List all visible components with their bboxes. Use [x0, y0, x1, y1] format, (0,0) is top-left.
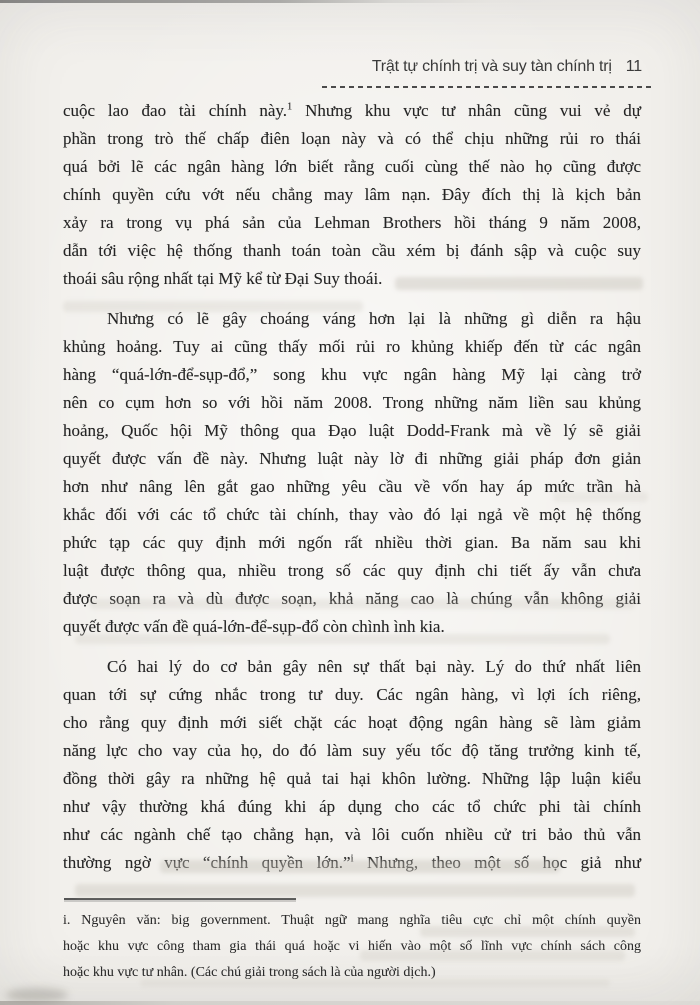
footnote	[63, 908, 641, 986]
scan-edge-artifact-top	[0, 0, 700, 3]
bleedthrough-smudge	[360, 950, 625, 961]
bleedthrough-smudge	[553, 492, 648, 502]
text-line: hàng “quá-lớn-để-sụp-đổ,” song khu vực ngân hàng Mỹ lại càng trở	[63, 365, 641, 384]
text-line: luật được thông qua, nhiều trong số các quy định chi tiết ấy vẫn chưa	[63, 561, 641, 580]
footnote-ref-1: 1	[287, 101, 293, 113]
bleedthrough-smudge	[420, 926, 635, 937]
text-line: quá bởi lẽ các ngân hàng lớn biết rằng cuối cùng thế nào họ cũng được	[63, 157, 641, 176]
text-line: thoái sâu rộng nhất tại Mỹ kể từ Đại Suy thoái.	[63, 269, 383, 288]
text-line: cho rằng quy định mới siết chặt các hoạt động ngân hàng sẽ làm giảm	[63, 713, 641, 732]
text-line: được soạn ra và dù được soạn, khả năng cao là chúng vẫn không giải	[63, 589, 641, 608]
footnote-line: hoặc khu vực tư nhân. (Các chú giải trong sách là của người dịch.)	[63, 965, 436, 980]
text-line: nên co cụm hơn so với hồi năm 2008. Trong những năm liền sau khủng	[63, 393, 641, 412]
text-segment: Nhưng khu vực tư nhân cũng vui vẻ dự	[292, 101, 641, 120]
text-line: phức tạp các quy định mới ngốn rất nhiều thời gian. Ba năm sau khi	[63, 533, 641, 552]
text-line: như vậy thường khá đúng khi áp dụng cho các tổ chức phi tài chính	[63, 797, 641, 816]
paragraph-2	[63, 305, 641, 641]
bleedthrough-smudge	[160, 860, 560, 873]
text-line: năng lực cho vay của họ, do đó làm suy yếu tốc độ tăng trưởng kinh tế,	[63, 741, 641, 760]
bleedthrough-smudge	[395, 277, 643, 290]
text-line: Có hai lý do cơ bản gây nên sự thất bại này. Lý do thứ nhất liên	[107, 657, 641, 676]
text-line: hoảng, Quốc hội Mỹ thông qua Đạo luật Dodd-Frank mà về lý sẽ giải	[63, 421, 641, 440]
text-segment: thường ngờ vực “chính quyền lớn.”	[63, 853, 351, 872]
paragraph-3	[63, 653, 641, 877]
text-line: đồng thời gây ra những hệ quả tai hại khôn lường. Những lập luận kiểu	[63, 769, 641, 788]
text-line: dẫn tới việc hệ thống thanh toán toàn cầu xém bị đánh sập và cuộc suy	[63, 241, 641, 260]
footnote-line: i. Nguyên văn: big government. Thuật ngữ mang nghĩa tiêu cực chỉ một chính quyền	[63, 913, 641, 928]
text-line: như các ngành chế tạo chẳng hạn, và lôi cuốn nhiều cử tri bảo thủ vẫn	[63, 825, 641, 844]
footnote-separator-rule	[64, 898, 296, 900]
text-line: phần trong trò thế chấp điên loạn này và có thể chịu những rủi ro thái	[63, 129, 641, 148]
running-head-title: Trật tự chính trị và suy tàn chính trị	[371, 58, 612, 75]
bleedthrough-smudge	[75, 884, 635, 897]
bleedthrough-smudge	[75, 634, 610, 644]
bleedthrough-smudge	[63, 301, 363, 312]
bleedthrough-smudge	[90, 599, 635, 609]
text-line: quan tới sự cứng nhắc trong tư duy. Các ngân hàng, vì lợi ích riêng,	[63, 685, 641, 704]
page-number: 11	[625, 58, 642, 75]
text-segment: Nhưng, theo một số học giả như	[353, 853, 642, 872]
text-line: Nhưng có lẽ gây choáng váng hơn lại là những gì diễn ra hậu	[107, 309, 641, 328]
scan-edge-artifact-bottom	[0, 1001, 700, 1005]
text-line: xảy ra trong vụ phá sản của Lehman Brothers hồi tháng 9 năm 2008,	[63, 213, 641, 232]
paragraph-1	[63, 97, 641, 293]
footnote-ref-i: i	[350, 853, 354, 865]
text-line: hơn như nâng lên gắt gao những yêu cầu về vốn hay áp mức trần hà	[63, 477, 641, 496]
scan-corner-smudge	[6, 988, 68, 1002]
text-segment: cuộc lao đao tài chính này.	[63, 101, 288, 120]
text-line: chính quyền cứu vớt nếu chẳng may lâm nạn. Đây đích thị là kịch bản	[63, 185, 641, 204]
text-line: quyết được vấn đề này. Nhưng luật này lờ đi những giải pháp đơn giản	[63, 449, 641, 468]
page-header	[372, 58, 642, 76]
footnote-line: hoặc khu vực công tham gia thái quá hoặc vi hiến vào một số lĩnh vực chính sách công	[63, 939, 641, 954]
text-line: khủng hoảng. Tuy ai cũng thấy mối rủi ro khủng khiếp đến từ các ngân	[63, 337, 641, 356]
bleedthrough-smudge	[140, 979, 610, 987]
text-line: khắc đối với các tổ chức tài chính, thay vào đó lại ngả về một hệ thống	[63, 505, 641, 524]
text-line	[63, 97, 641, 125]
text-line: quyết được vấn đề quá-lớn-để-sụp-đổ còn chình ình kia.	[63, 617, 445, 636]
header-dashed-rule	[322, 86, 652, 88]
